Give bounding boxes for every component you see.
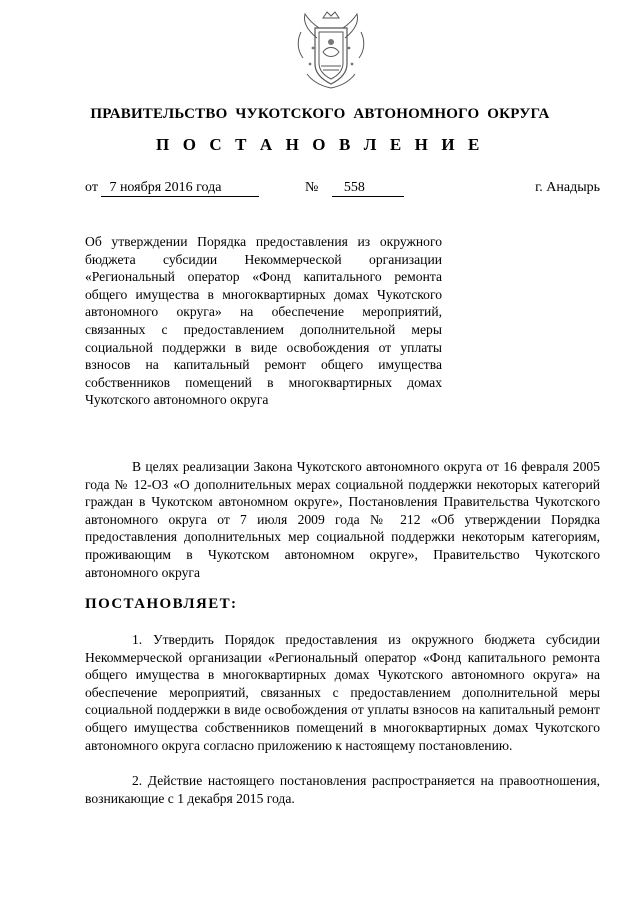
decree-item-1: 1. Утвердить Порядок предоставления из окружного бюджета субсидии Некоммерческой организации «Региональный оператор «Фонд капитального ремонта общего имущества в многоквартирных домах Чукотского автономного округа» на обеспечение мероприятий, связанных с предоставлением дополнительной меры социальной поддержки в виде освобождения от уплаты взносов на капитальный ремонт общего имущества собственников помещений в многоквартирных домах Чукотского автономного округа согласно приложению к настоящему постановлению. (85, 632, 600, 753)
number-line (305, 180, 404, 197)
resolves-heading: ПОСТАНОВЛЯЕТ: (85, 596, 238, 612)
date-line (85, 180, 259, 197)
government-title: ПРАВИТЕЛЬСТВО ЧУКОТСКОГО АВТОНОМНОГО ОКРУГА (90, 106, 550, 122)
decree-date: 7 ноября 2016 года (101, 180, 259, 197)
decree-item-2: 2. Действие настоящего постановления распространяется на правоотношения, возникающие с 1 декабря 2015 года. (85, 773, 600, 806)
decree-subject: Об утверждении Порядка предоставления из окружного бюджета субсидии Некоммерческой организации «Региональный оператор «Фонд капитального ремонта общего имущества в многоквартирных домах Чукотского автономного округа» на обеспечение мероприятий, связанных с предоставлением дополнительной меры социальной поддержки в виде освобождения от уплаты взносов на капитальный ремонт общего имущества собственников помещений в многоквартирных домах Чукотского автономного округа (85, 234, 442, 408)
city: г. Анадырь (535, 180, 600, 195)
coat-of-arms-emblem (293, 8, 369, 94)
number-label: № (305, 180, 319, 195)
decree-number: 558 (332, 180, 404, 197)
preamble-paragraph: В целях реализации Закона Чукотского автономного округа от 16 февраля 2005 года № 12-ОЗ «О дополнительных мерах социальной поддержки некоторых категорий граждан в Чукотском автономном округе», Постановления Правительства Чукотского автономного округа от 7 июля 2009 года № 212 «Об утверждении Порядка предоставления дополнительных мер социальной поддержки некоторым категориям, проживающим в Чукотском автономном округе», Правительство Чукотского автономного округа (85, 459, 600, 580)
decree-title: П О С Т А Н О В Л Е Н И Е (156, 135, 484, 154)
date-from-label: от (85, 180, 98, 195)
